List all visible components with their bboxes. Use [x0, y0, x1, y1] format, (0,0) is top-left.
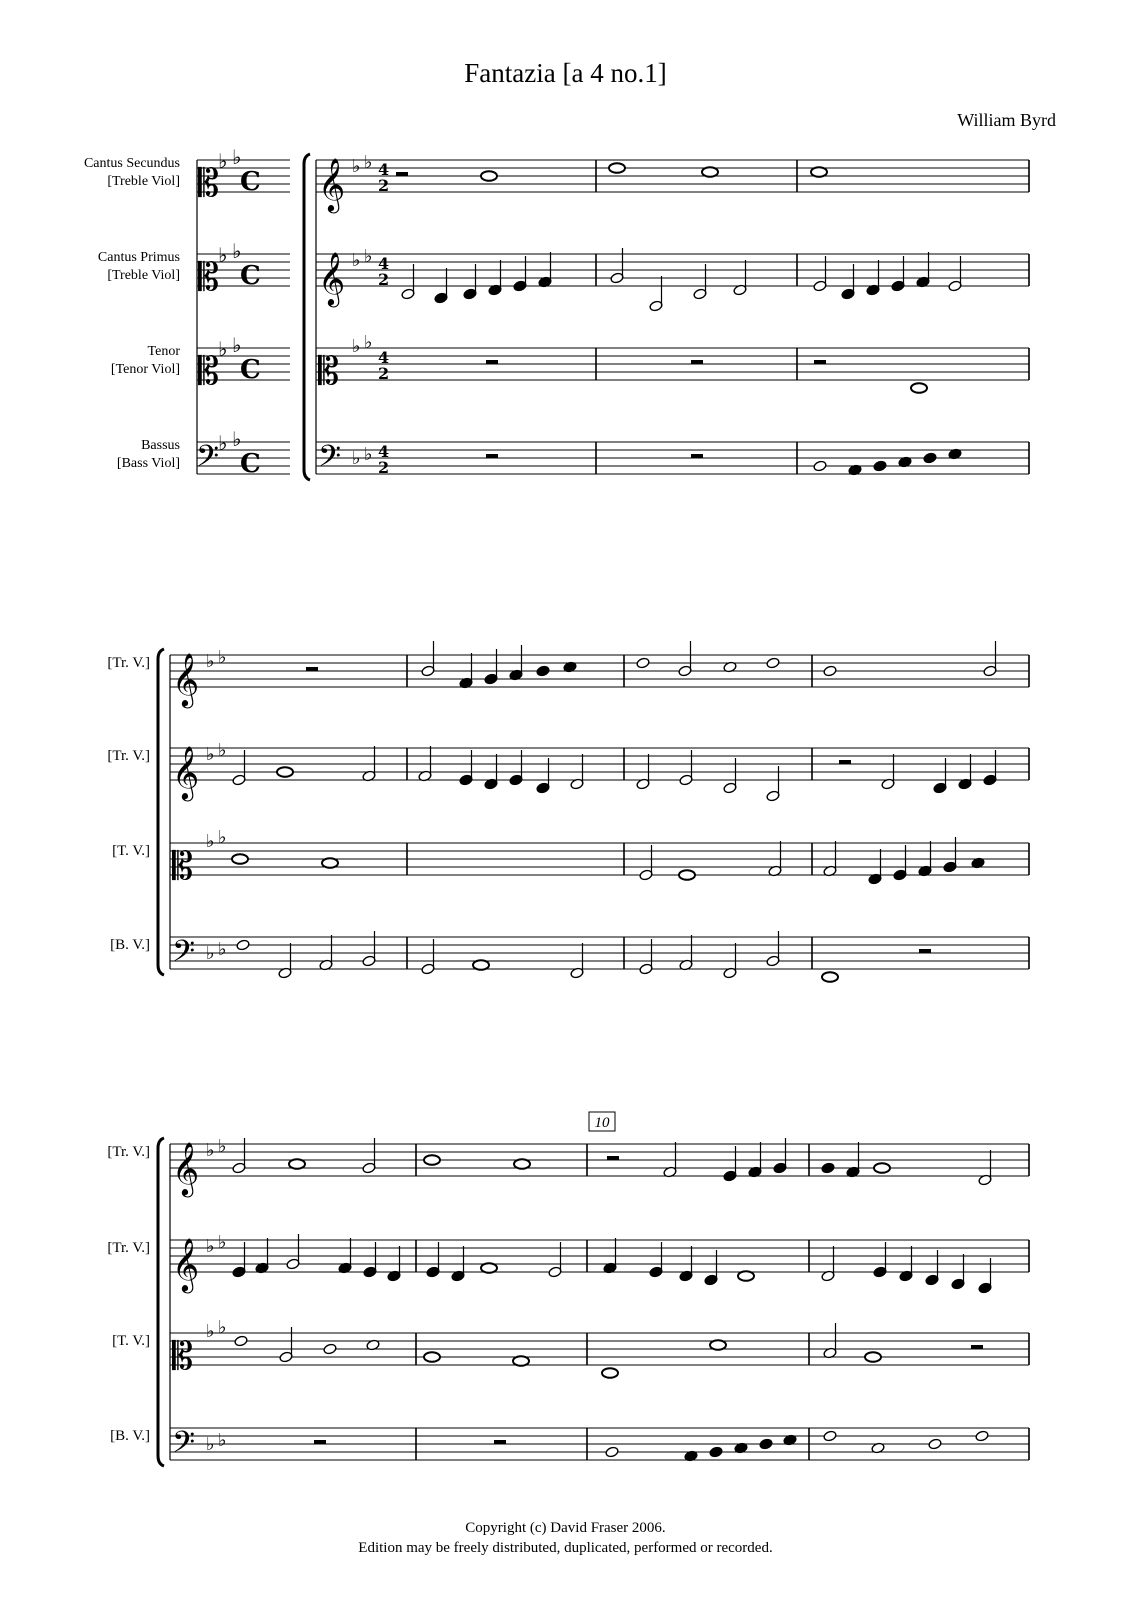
flat-icon: ♭: [232, 333, 242, 357]
flat-icon: ♭: [206, 651, 215, 672]
rest: [486, 360, 498, 364]
alto-clef-icon: 𝄡: [198, 349, 220, 393]
whole-note: [481, 1263, 497, 1273]
flat-icon: ♭: [218, 647, 227, 668]
rest: [306, 667, 318, 671]
treble-clef-icon: 𝄞: [172, 652, 200, 706]
flat-icon: ♭: [352, 336, 361, 357]
short-label-s3-2: [Tr. V.]: [107, 1240, 150, 1256]
note-head: [236, 939, 250, 951]
flat-icon: ♭: [232, 145, 242, 169]
flat-icon: ♭: [206, 1140, 215, 1161]
footer-license: Edition may be freely distributed, duplicated, performed or recorded.: [358, 1540, 773, 1556]
part-label-cantus-primus: Cantus Primus [Treble Viol]: [97, 250, 180, 283]
whole-note: [322, 858, 338, 868]
footer-copyright: Copyright (c) David Fraser 2006.: [465, 1520, 666, 1536]
short-label-s3-1: [Tr. V.]: [107, 1144, 150, 1160]
rest: [486, 454, 498, 458]
note-head: [928, 1438, 942, 1450]
note-head: [536, 665, 550, 677]
whole-note: [710, 1340, 726, 1350]
whole-note: [874, 1163, 890, 1173]
flat-icon: ♭: [218, 1232, 227, 1253]
flat-icon: ♭: [364, 444, 373, 465]
whole-note: [609, 163, 625, 173]
staff-lines: [158, 154, 1029, 1466]
whole-note: [514, 1159, 530, 1169]
composer-name: William Byrd: [957, 110, 1056, 130]
note-head: [709, 1446, 723, 1458]
treble-clef-icon: 𝄞: [318, 251, 346, 305]
common-time-symbol: C: [240, 355, 261, 385]
flat-icon: ♭: [218, 1136, 227, 1157]
treble-clef-icon: 𝄞: [172, 745, 200, 799]
whole-note: [738, 1271, 754, 1281]
flat-icon: ♭: [206, 1434, 215, 1455]
treble-clef-icon: 𝄞: [172, 1141, 200, 1195]
bass-clef-icon: 𝄢: [196, 440, 220, 481]
whole-note: [865, 1352, 881, 1362]
flat-icon: ♭: [218, 740, 227, 761]
flat-icon: ♭: [364, 332, 373, 353]
rest: [607, 1156, 619, 1160]
alto-clef-icon: 𝄡: [172, 844, 194, 888]
bass-clef-icon: 𝄢: [318, 440, 342, 481]
note-head: [605, 1446, 619, 1458]
whole-note: [602, 1368, 618, 1378]
system-bracket: [158, 649, 164, 975]
flat-icon: ♭: [218, 337, 228, 361]
flat-icon: ♭: [206, 1236, 215, 1257]
note-head: [873, 460, 887, 472]
treble-clef-icon: 𝄞: [172, 1237, 200, 1291]
rest: [396, 172, 408, 176]
common-time-symbol: C: [240, 261, 261, 291]
whole-note: [289, 1159, 305, 1169]
short-label-s2-2: [Tr. V.]: [107, 748, 150, 764]
short-label-s2-1: [Tr. V.]: [107, 655, 150, 671]
measure-number: 10: [594, 1115, 610, 1131]
time-sig-bottom: 2: [378, 458, 390, 477]
note-head: [766, 657, 780, 669]
note-head: [823, 665, 837, 677]
flat-icon: ♭: [218, 243, 228, 267]
time-sig-bottom: 2: [378, 270, 390, 289]
bass-clef-icon: 𝄢: [172, 1426, 196, 1467]
rest: [971, 1345, 983, 1349]
flat-icon: ♭: [206, 744, 215, 765]
time-sig-top: 4: [378, 160, 390, 179]
note-head: [821, 1162, 835, 1174]
whole-note: [911, 383, 927, 393]
whole-note: [513, 1356, 529, 1366]
rest: [839, 760, 851, 764]
flat-icon: ♭: [206, 1321, 215, 1342]
piece-title: Fantazia [a 4 no.1]: [464, 58, 667, 88]
short-label-s2-3: [T. V.]: [112, 843, 150, 859]
rest: [494, 1440, 506, 1444]
flat-icon: ♭: [352, 448, 361, 469]
rest: [691, 360, 703, 364]
flat-icon: ♭: [206, 943, 215, 964]
part-label-cantus-secundus: Cantus Secundus [Treble Viol]: [83, 156, 180, 189]
whole-note: [232, 854, 248, 864]
flat-icon: ♭: [218, 1430, 227, 1451]
note-head: [813, 460, 827, 472]
whole-note: [811, 167, 827, 177]
note-head: [636, 657, 650, 669]
whole-note: [473, 960, 489, 970]
whole-note: [702, 167, 718, 177]
whole-note: [822, 972, 838, 982]
flat-icon: ♭: [218, 1317, 227, 1338]
flat-icon: ♭: [364, 246, 373, 267]
short-label-s2-4: [B. V.]: [110, 937, 150, 953]
whole-note: [679, 870, 695, 880]
treble-clef-icon: 𝄞: [318, 157, 346, 211]
flat-icon: ♭: [218, 431, 228, 455]
flat-icon: ♭: [206, 831, 215, 852]
note-head: [975, 1430, 989, 1442]
flat-icon: ♭: [352, 156, 361, 177]
short-label-s3-4: [B. V.]: [110, 1428, 150, 1444]
flat-icon: ♭: [232, 427, 242, 451]
time-sig-top: 4: [378, 254, 390, 273]
system-bracket: [304, 154, 310, 480]
notation-marks: [172, 145, 997, 1467]
common-time-symbol: C: [240, 167, 261, 197]
whole-note: [277, 767, 293, 777]
system-bracket: [158, 1138, 164, 1466]
flat-icon: ♭: [218, 939, 227, 960]
alto-clef-icon: 𝄡: [198, 161, 220, 205]
note-head: [923, 452, 937, 464]
part-label-tenor: Tenor [Tenor Viol]: [110, 344, 180, 377]
flat-icon: ♭: [218, 827, 227, 848]
note-head: [759, 1438, 773, 1450]
flat-icon: ♭: [218, 149, 228, 173]
flat-icon: ♭: [364, 152, 373, 173]
footer: [0, 1518, 1131, 1558]
flat-icon: ♭: [232, 239, 242, 263]
flat-icon: ♭: [352, 250, 361, 271]
alto-clef-icon: 𝄡: [172, 1334, 194, 1378]
rest: [691, 454, 703, 458]
alto-clef-icon: 𝄡: [198, 255, 220, 299]
time-sig-top: 4: [378, 442, 390, 461]
short-label-s3-3: [T. V.]: [112, 1333, 150, 1349]
whole-note: [424, 1352, 440, 1362]
time-sig-bottom: 2: [378, 364, 390, 383]
rest: [814, 360, 826, 364]
note-head: [823, 1430, 837, 1442]
rest: [919, 949, 931, 953]
rest: [314, 1440, 326, 1444]
common-time-symbol: C: [240, 449, 261, 479]
note-head: [323, 1343, 337, 1355]
time-sig-bottom: 2: [378, 176, 390, 195]
part-label-bassus: Bassus [Bass Viol]: [116, 438, 180, 471]
whole-note: [481, 171, 497, 181]
note-head: [234, 1335, 248, 1347]
whole-note: [424, 1155, 440, 1165]
time-sig-top: 4: [378, 348, 390, 367]
bass-clef-icon: 𝄢: [172, 935, 196, 976]
alto-clef-icon: 𝄡: [318, 349, 340, 393]
